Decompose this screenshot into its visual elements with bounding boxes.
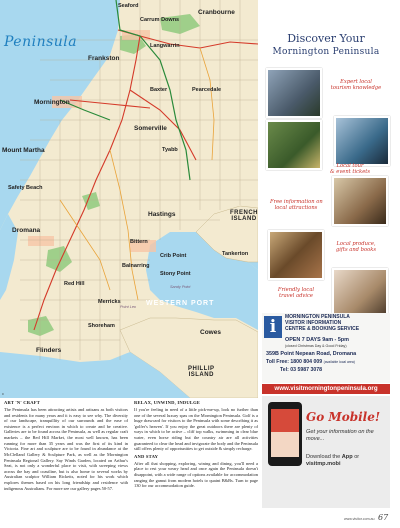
caption-produce: Local produce, gifts and books <box>335 241 377 253</box>
caption-tickets: Local tour & event tickets <box>329 163 371 175</box>
go-mobile-tagline: Get your information on the move... <box>306 429 374 442</box>
town-cranbourne: Cranbourne <box>198 9 235 16</box>
peninsula-map <box>0 0 258 398</box>
telephone-number: Tel: 03 5987 3078 <box>280 367 323 373</box>
photo-produce <box>268 230 324 280</box>
app-link[interactable]: App <box>341 454 353 460</box>
town-tankerton: Tankerton <box>222 251 249 257</box>
centre-name: MORNINGTON PENINSULA VISITOR INFORMATION CENTRE & BOOKING SERVICE <box>285 314 360 332</box>
article-column-left <box>4 400 128 493</box>
ad-title-line2: Mornington Peninsula <box>272 47 380 57</box>
town-frankston: Frankston <box>88 55 120 62</box>
photo-staff <box>266 68 322 118</box>
photo-tours <box>266 120 322 170</box>
town-shoreham: Shoreham <box>88 323 115 329</box>
phone-image <box>268 402 302 466</box>
island-phillip: PHILLIP ISLAND <box>188 366 215 378</box>
town-flinders: Flinders <box>36 347 62 354</box>
map-graphic <box>0 0 258 398</box>
and-stay-body: After all that shopping, exploring, wining and dining, you'll need a place to rest your weary head and once again the Peninsula doesn't disappoint, with a wide range of options available for accommodation ranging the gamut from modern hotels to quaint B&Bs. Turn to page 130 for our accommodation guide. <box>134 460 258 489</box>
town-red-hill: Red Hill <box>64 281 85 287</box>
water-western-port: WESTERN PORT <box>146 300 215 307</box>
beach-point-leo: Point Leo <box>120 305 137 309</box>
town-mount-martha: Mount Martha <box>2 147 45 154</box>
footer-url: www.visitor.com.au <box>344 517 375 521</box>
town-safety-beach: Safety Beach <box>8 185 43 191</box>
toll-free-number <box>266 359 355 365</box>
town-cowes: Cowes <box>200 329 221 336</box>
go-mobile-headline: Go Mobile! <box>306 410 381 424</box>
visitor-centre-info <box>262 313 390 383</box>
caption-advice: Friendly local travel advice <box>277 287 315 299</box>
town-pearcedale: Pearcedale <box>192 87 222 93</box>
download-text: Download the <box>306 454 342 460</box>
article-column-right <box>134 400 258 491</box>
photo-advice <box>332 268 388 318</box>
ad-header <box>262 30 390 57</box>
caption-expert: Expert local tourism knowledge <box>330 79 382 91</box>
go-mobile-panel <box>262 396 390 508</box>
town-mornington: Mornington <box>34 99 70 106</box>
town-seaford: Seaford <box>118 3 139 9</box>
town-bittern: Bittern <box>130 239 148 245</box>
town-somerville: Somerville <box>134 125 167 132</box>
info-icon: i <box>264 316 282 338</box>
map-title: Peninsula <box>4 34 78 50</box>
art-n-craft-body: The Peninsula has been attracting artists and artisans as both visitors and residents for many years and it is easy to see why. The diversity of our landscape, tranquillity of our surrounds and the ease of existence is a perfect environ in which to create and be creative. Galleries are to be found across the Peninsula, as well as regular craft markets – the Red Hill Market, the most well known, has been running for more than 35 years and was the first of its kind in Victoria. Fine art and sculpture are to be found in abundance at the McClelland Gallery & Sculpture Park, as well as the Mornington Peninsula Regional Gallery. Say Winds Garden, located on Arthur's Seat, is not only a wonderful place to visit, with sweeping views across the bay and coastline, but is also home to several works by Australian sculptor William Ricketts, noted for his work which explores themes based on his long friendship and residence with indigenous Australians. For more see our gallery pages 50-57. <box>4 406 128 491</box>
toll-free-label: Toll Free: 1800 804 009 <box>266 359 323 365</box>
opening-hours: OPEN 7 DAYS 9am - 5pm <box>285 337 349 343</box>
town-baxter: Baxter <box>150 87 168 93</box>
town-balnarring: Balnarring <box>122 263 150 269</box>
town-dromana: Dromana <box>12 227 41 234</box>
heading-art-n-craft: ART 'N' CRAFT <box>4 400 41 405</box>
article <box>4 400 258 512</box>
island-french: FRENCH ISLAND <box>230 210 258 222</box>
beach-sandy-point: Sandy Point <box>170 285 191 289</box>
town-tyabb: Tyabb <box>162 147 178 153</box>
website-link[interactable]: www.visitmorningtonpeninsula.org <box>262 384 390 394</box>
or-text: or <box>352 454 360 460</box>
download-app-text <box>306 454 388 468</box>
closed-days: (closed Christmas Day & Good Friday) <box>285 344 347 348</box>
relax-body: If you're feeling in need of a little pick-me-up, look no further than one of the several luxury spas on the Mornington Peninsula. Golf is a huge drawcard for visitors to the Peninsula with some describing it as 'golfer's heaven'. If you enjoy the great outdoors there are plenty of ways in which to be active – cliff top walks, swimming in clear blue water, even horse riding but the country air are all activities guaranteed to clear the head and invigorate the body and the Peninsula still offers plenty of opportunities to get outside & simply recharge. <box>134 406 258 452</box>
ad-title-line1: Discover Your <box>287 32 365 45</box>
toll-free-note: (available local area) <box>323 360 355 364</box>
town-hastings: Hastings <box>148 211 176 218</box>
photo-events <box>334 116 390 166</box>
mobile-site-link[interactable]: visitmp.mobi <box>306 460 341 467</box>
town-langwarrin: Langwarrin <box>150 43 180 49</box>
town-merricks: Merricks <box>98 299 121 305</box>
page-number: 67 <box>378 513 389 522</box>
heading-relax: RELAX, UNWIND, INDULGE <box>134 400 201 405</box>
photo-attractions <box>332 176 388 226</box>
town-stony-point: Stony Point <box>160 271 191 277</box>
svg-text:0: 0 <box>2 392 4 396</box>
heading-and-stay: AND STAY <box>134 453 159 459</box>
visitor-centre-ad <box>262 30 390 508</box>
centre-address: 359B Point Nepean Road, Dromana <box>266 351 357 357</box>
town-carrum-downs: Carrum Downs <box>140 17 180 23</box>
caption-free-info: Free information on local attractions <box>270 199 323 211</box>
town-crib-point: Crib Point <box>160 253 187 259</box>
